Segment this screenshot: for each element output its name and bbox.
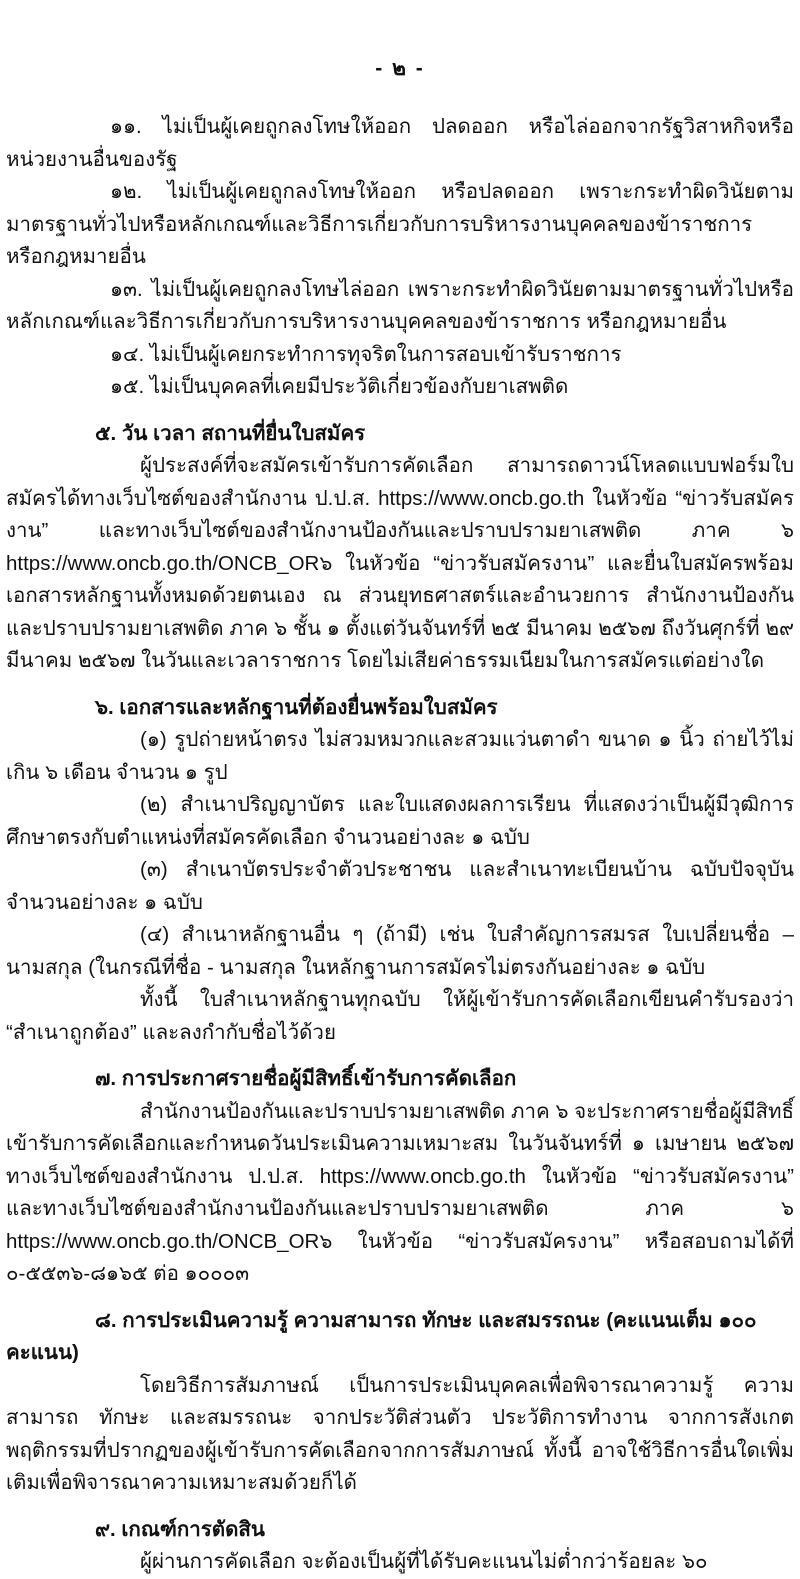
section-8-paragraph: โดยวิธีการสัมภาษณ์ เป็นการประเมินบุคคลเพื่อพิจารณาความรู้ ความสามารถ ทักษะ และสมรรถนะ จากประวัติส่วนตัว ประวัติการทำงาน จากการสังเกตพฤติกรรมที่ปรากฏของผู้เข้ารับการคัดเลือกจากการสัมภาษณ์ ทั้งนี้ อาจใช้วิธีการอื่นใดเพิ่มเติมเพื่อพิจารณาความเหมาะสมด้วยก็ได้: [6, 1373, 794, 1494]
section-6-item-2: (๒) สำเนาปริญญาบัตร และใบแสดงผลการเรียน ที่แสดงว่าเป็นผู้มีวุฒิการศึกษาตรงกับตำแหน่งที่สมัครคัดเลือก จำนวนอย่างละ ๑ ฉบับ: [6, 793, 794, 849]
section-6-heading: ๖. เอกสารและหลักฐานที่ต้องยื่นพร้อมใบสมัคร: [95, 695, 498, 719]
qualification-item-14: ๑๔. ไม่เป็นผู้เคยกระทำการทุจริตในการสอบเข้ารับราชการ: [110, 342, 622, 366]
section-7-paragraph: สำนักงานป้องกันและปราบปรามยาเสพติด ภาค ๖ จะประกาศรายชื่อผู้มีสิทธิ์เข้ารับการคัดเลือกและกำหนดวันประเมินความเหมาะสม ในวันจันทร์ที่ ๑ เมษายน ๒๕๖๗ ทางเว็บไซต์ของสำนักงาน ป.ป.ส. https://www.oncb.go.th ในหัวข้อ “ข่าวรับสมัครงาน” และทางเว็บไซต์ของสำนักงานป้องกันและปราบปรามยาเสพติด ภาค ๖ https://www.oncb.go.th/ONCB_OR๖ ในหัวข้อ “ข่าวรับสมัครงาน” หรือสอบถามได้ที่ ๐-๕๕๓๖-๘๑๖๕ ต่อ ๑๐๐๐๓: [6, 1099, 794, 1285]
section-8-heading: ๘. การประเมินความรู้ ความสามารถ ทักษะ และสมรรถนะ (คะแนนเต็ม ๑๐๐ คะแนน): [6, 1308, 757, 1364]
section-5-heading: ๕. วัน เวลา สถานที่ยื่นใบสมัคร: [95, 421, 366, 445]
section-6-item-3: (๓) สำเนาบัตรประจำตัวประชาชน และสำเนาทะเบียนบ้าน ฉบับปัจจุบัน จำนวนอย่างละ ๑ ฉบับ: [6, 858, 794, 914]
section-6-item-4: (๔) สำเนาหลักฐานอื่น ๆ (ถ้ามี) เช่น ใบสำคัญการสมรส ใบเปลี่ยนชื่อ – นามสกุล (ในกรณีที่ชื่อ - นามสกุล ในหลักฐานการสมัครไม่ตรงกันอย่างละ ๑ ฉบับ: [6, 923, 794, 979]
section-9-heading: ๙. เกณฑ์การตัดสิน: [95, 1517, 265, 1541]
section-9-paragraph: ผู้ผ่านการคัดเลือก จะต้องเป็นผู้ที่ได้รับคะแนนไม่ต่ำกว่าร้อยละ ๖๐: [140, 1550, 708, 1573]
section-6-item-1: (๑) รูปถ่ายหน้าตรง ไม่สวมหมวกและสวมแว่นตาดำ ขนาด ๑ นิ้ว ถ่ายไว้ไม่เกิน ๖ เดือน จำนวน ๑ รูป: [6, 728, 794, 784]
qualification-item-15: ๑๕. ไม่เป็นบุคคลที่เคยมีประวัติเกี่ยวข้องกับยาเสพติด: [110, 375, 569, 398]
page-number: - ๒ -: [375, 57, 425, 80]
qualification-item-13: ๑๓. ไม่เป็นผู้เคยถูกลงโทษไล่ออก เพราะกระทำผิดวินัยตามมาตรฐานทั่วไปหรือหลักเกณฑ์และวิธีการเกี่ยวกับการบริหารงานบุคคลของข้าราชการ หรือกฎหมายอื่น: [6, 277, 794, 333]
qualification-item-12: ๑๒. ไม่เป็นผู้เคยถูกลงโทษให้ออก หรือปลดออก เพราะกระทำผิดวินัยตามมาตรฐานทั่วไปหรือหลักเกณฑ์และวิธีการเกี่ยวกับการบริหารงานบุคคลของข้าราชการ หรือกฎหมายอื่น: [6, 180, 794, 268]
qualification-item-11: ๑๑. ไม่เป็นผู้เคยถูกลงโทษให้ออก ปลดออก หรือไล่ออกจากรัฐวิสาหกิจหรือหน่วยงานอื่นของรัฐ: [6, 115, 794, 171]
section-5-paragraph: ผู้ประสงค์ที่จะสมัครเข้ารับการคัดเลือก สามารถดาวน์โหลดแบบฟอร์มใบสมัครได้ทางเว็บไซต์ของสำนักงาน ป.ป.ส. https://www.oncb.go.th ในหัวข้อ “ข่าวรับสมัครงาน” และทางเว็บไซต์ของสำนักงานป้องกันและปราบปรามยาเสพติด ภาค ๖ https://www.oncb.go.th/ONCB_OR๖ ในหัวข้อ “ข่าวรับสมัครงาน” และยื่นใบสมัครพร้อมเอกสารหลักฐานทั้งหมดด้วยตนเอง ณ ส่วนยุทธศาสตร์และอำนวยการ สำนักงานป้องกันและปราบปรามยาเสพติด ภาค ๖ ชั้น ๑ ตั้งแต่วันจันทร์ที่ ๒๕ มีนาคม ๒๕๖๗ ถึงวันศุกร์ที่ ๒๙ มีนาคม ๒๕๖๗ ในวันและเวลาราชการ โดยไม่เสียค่าธรรมเนียมในการสมัครแต่อย่างใด: [6, 454, 794, 672]
section-7-heading: ๗. การประกาศรายชื่อผู้มีสิทธิ์เข้ารับการคัดเลือก: [95, 1067, 517, 1090]
section-6-note: ทั้งนี้ ใบสำเนาหลักฐานทุกฉบับ ให้ผู้เข้ารับการคัดเลือกเขียนคำรับรองว่า “สำเนาถูกต้อง” และลงกำกับชื่อไว้ด้วย: [6, 988, 794, 1044]
